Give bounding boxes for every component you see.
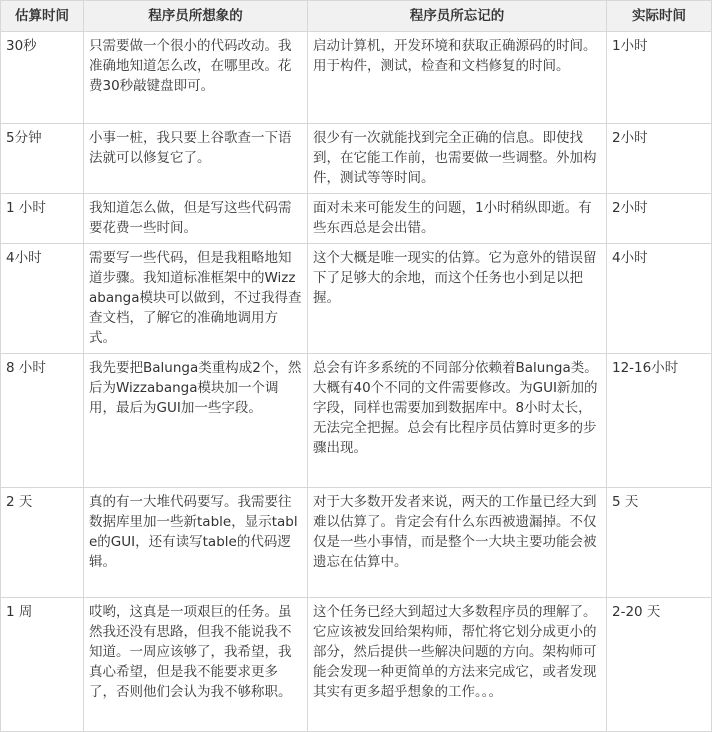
forgot-cell: 启动计算机，开发环境和获取正确源码的时间。用于构件，测试，检查和文档修复的时间。: [308, 32, 607, 124]
actual-cell: 2小时: [607, 124, 712, 194]
table-row: [1, 598, 712, 732]
table-row: [1, 194, 712, 244]
table-row: [1, 124, 712, 194]
estimate-cell: 1 周: [1, 598, 84, 732]
imagined-cell: 哎哟，这真是一项艰巨的任务。虽然我还没有思路，但我不能说我不知道。一周应该够了，我希望，我真心希望，但是我不能要求更多了，否则他们会认为我不够称职。: [84, 598, 308, 732]
actual-cell: 12-16小时: [607, 354, 712, 488]
imagined-cell: 真的有一大堆代码要写。我需要往数据库里加一些新table，显示table的GUI，还有读写table的代码逻辑。: [84, 488, 308, 598]
table-header: [1, 1, 712, 32]
imagined-cell: 需要写一些代码，但是我粗略地知道步骤。我知道标准框架中的Wizzabanga模块可以做到，不过我得查查文档，了解它的准确地调用方式。: [84, 244, 308, 354]
forgot-cell: 总会有许多系统的不同部分依赖着Balunga类。大概有40个不同的文件需要修改。为GUI新加的字段，同样也需要加到数据库中。8小时太长，无法完全把握。总会有比程序员估算时更多的步骤出现。: [308, 354, 607, 488]
forgot-cell: 面对未来可能发生的问题，1小时稍纵即逝。有些东西总是会出错。: [308, 194, 607, 244]
table-row: [1, 32, 712, 124]
header-estimate-time: 估算时间: [1, 1, 84, 32]
header-programmer-forgot: 程序员所忘记的: [308, 1, 607, 32]
actual-cell: 4小时: [607, 244, 712, 354]
imagined-cell: 我知道怎么做，但是写这些代码需要花费一些时间。: [84, 194, 308, 244]
header-row: [1, 1, 712, 32]
header-actual-time: 实际时间: [607, 1, 712, 32]
actual-cell: 5 天: [607, 488, 712, 598]
actual-cell: 1小时: [607, 32, 712, 124]
table-row: [1, 244, 712, 354]
forgot-cell: 这个大概是唯一现实的估算。它为意外的错误留下了足够大的余地，而这个任务也小到足以把握。: [308, 244, 607, 354]
imagined-cell: 我先要把Balunga类重构成2个，然后为Wizzabanga模块加一个调用，最后为GUI加一些字段。: [84, 354, 308, 488]
estimate-cell: 5分钟: [1, 124, 84, 194]
forgot-cell: 这个任务已经大到超过大多数程序员的理解了。它应该被发回给架构师，帮忙将它划分成更小的部分，然后提供一些解决问题的方向。架构师可能会发现一种更简单的方法来完成它，或者发现其实有更多超乎想象的工作。。。: [308, 598, 607, 732]
actual-cell: 2小时: [607, 194, 712, 244]
forgot-cell: 很少有一次就能找到完全正确的信息。即使找到，在它能工作前，也需要做一些调整。外加构件，测试等等时间。: [308, 124, 607, 194]
estimate-cell: 1 小时: [1, 194, 84, 244]
estimate-cell: 4小时: [1, 244, 84, 354]
header-programmer-imagined: 程序员所想象的: [84, 1, 308, 32]
estimate-cell: 2 天: [1, 488, 84, 598]
table-body: [1, 32, 712, 732]
imagined-cell: 只需要做一个很小的代码改动。我准确地知道怎么改，在哪里改。花费30秒敲键盘即可。: [84, 32, 308, 124]
actual-cell: 2-20 天: [607, 598, 712, 732]
estimate-cell: 30秒: [1, 32, 84, 124]
forgot-cell: 对于大多数开发者来说，两天的工作量已经大到难以估算了。肯定会有什么东西被遗漏掉。不仅仅是一些小事情，而是整个一大块主要功能会被遗忘在估算中。: [308, 488, 607, 598]
table-row: [1, 354, 712, 488]
table-row: [1, 488, 712, 598]
estimate-cell: 8 小时: [1, 354, 84, 488]
imagined-cell: 小事一桩，我只要上谷歌查一下语法就可以修复它了。: [84, 124, 308, 194]
